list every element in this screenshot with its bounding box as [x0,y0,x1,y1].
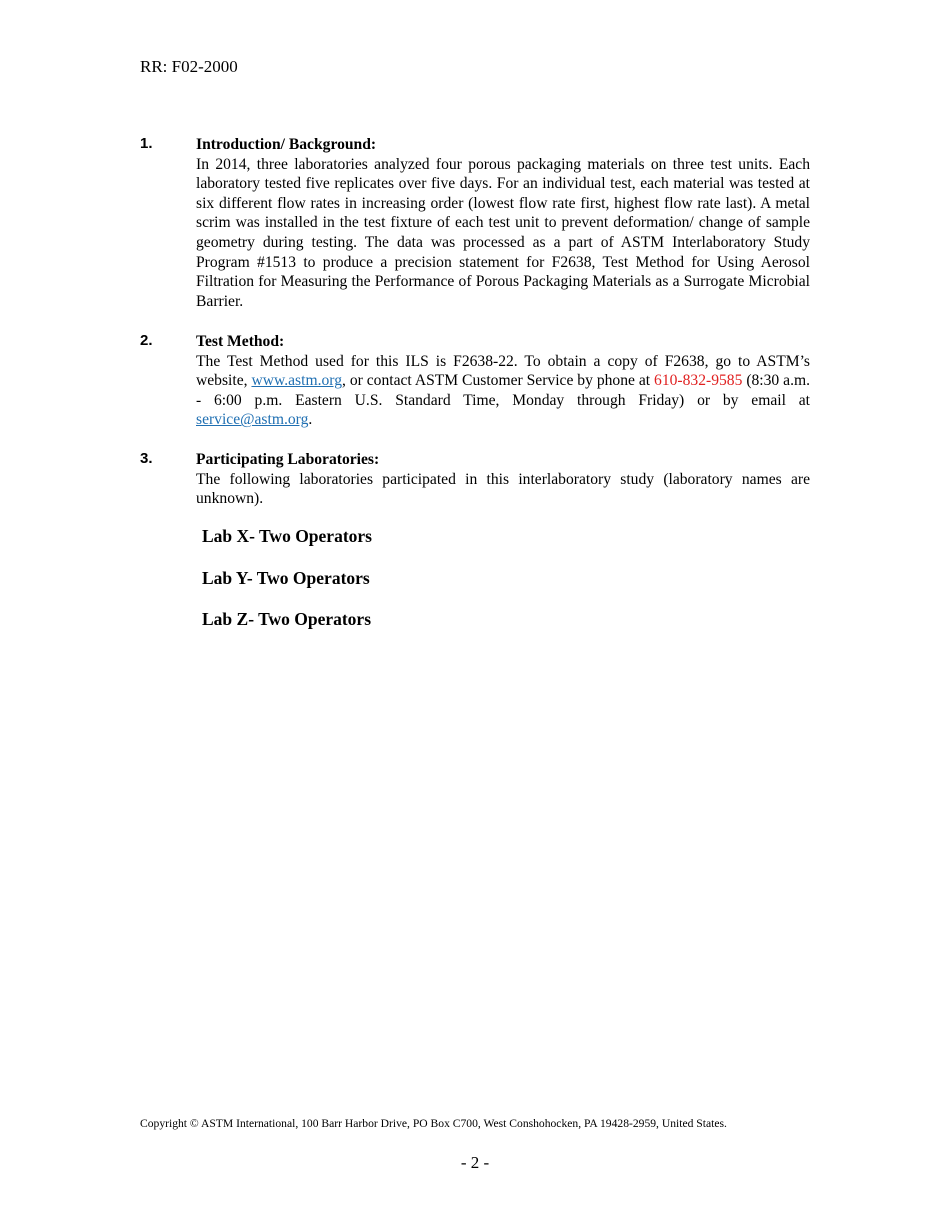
astm-website-link[interactable]: www.astm.org [251,372,342,390]
section-number: 1. [140,135,153,152]
email-link[interactable]: service@astm.org [196,411,309,429]
section-introduction [140,135,810,311]
section-body [196,135,810,311]
section-test-method [140,332,810,430]
section-title: Introduction/ Background: [196,136,377,153]
section-title: Test Method: [196,333,285,350]
paragraph-text: (8:30 a.m. - 6:00 p.m. Eastern U.S. Standard Time, Monday through Friday) or by email at [196,372,810,409]
section-participating-labs [140,450,810,509]
section-body [196,332,810,430]
copyright-footer: Copyright © ASTM International, 100 Barr Harbor Drive, PO Box C700, West Conshohocken, PA 19428-2959, United States. [140,1117,727,1130]
section-number: 2. [140,332,153,349]
section-body [196,450,810,509]
section-number: 3. [140,450,153,467]
page-number: - 2 - [460,1153,490,1172]
lab-x-entry: Lab X- Two Operators [202,526,372,546]
section-paragraph: The following laboratories participated in this interlaboratory study (laboratory names are unknown). [196,470,810,508]
paragraph-text: The Test Method used for this ILS is F2638-22. To obtain a copy of F2638, go to ASTM’s website, [196,352,810,390]
section-paragraph: In 2014, three laboratories analyzed four porous packaging materials on three test units. Each laboratory tested five replicates over five days. For an individual test, each material was tested at six different flow rates in increasing order (lowest flow rate first, highest flow rate last). A metal scrim was installed in the test fixture of each test unit to prevent deformation/ change of sample geometry during testing. The data was processed as a part of ASTM Interlaboratory Study Program #1513 to produce a precision statement for F2638, Test Method for Using Aerosol Filtration for Measuring the Performance of Porous Packaging Materials as a Surrogate Microbial Barrier. [196,155,810,310]
paragraph-text: , or contact ASTM Customer Service by phone at [342,372,655,390]
section-title: Participating Laboratories: [196,451,380,468]
lab-y-entry: Lab Y- Two Operators [202,568,370,588]
section-paragraph [196,352,810,430]
paragraph-text: . [308,411,313,429]
phone-number: 610-832-9585 [654,372,743,390]
document-id-header: RR: F02-2000 [140,57,238,76]
lab-z-entry: Lab Z- Two Operators [202,609,372,629]
